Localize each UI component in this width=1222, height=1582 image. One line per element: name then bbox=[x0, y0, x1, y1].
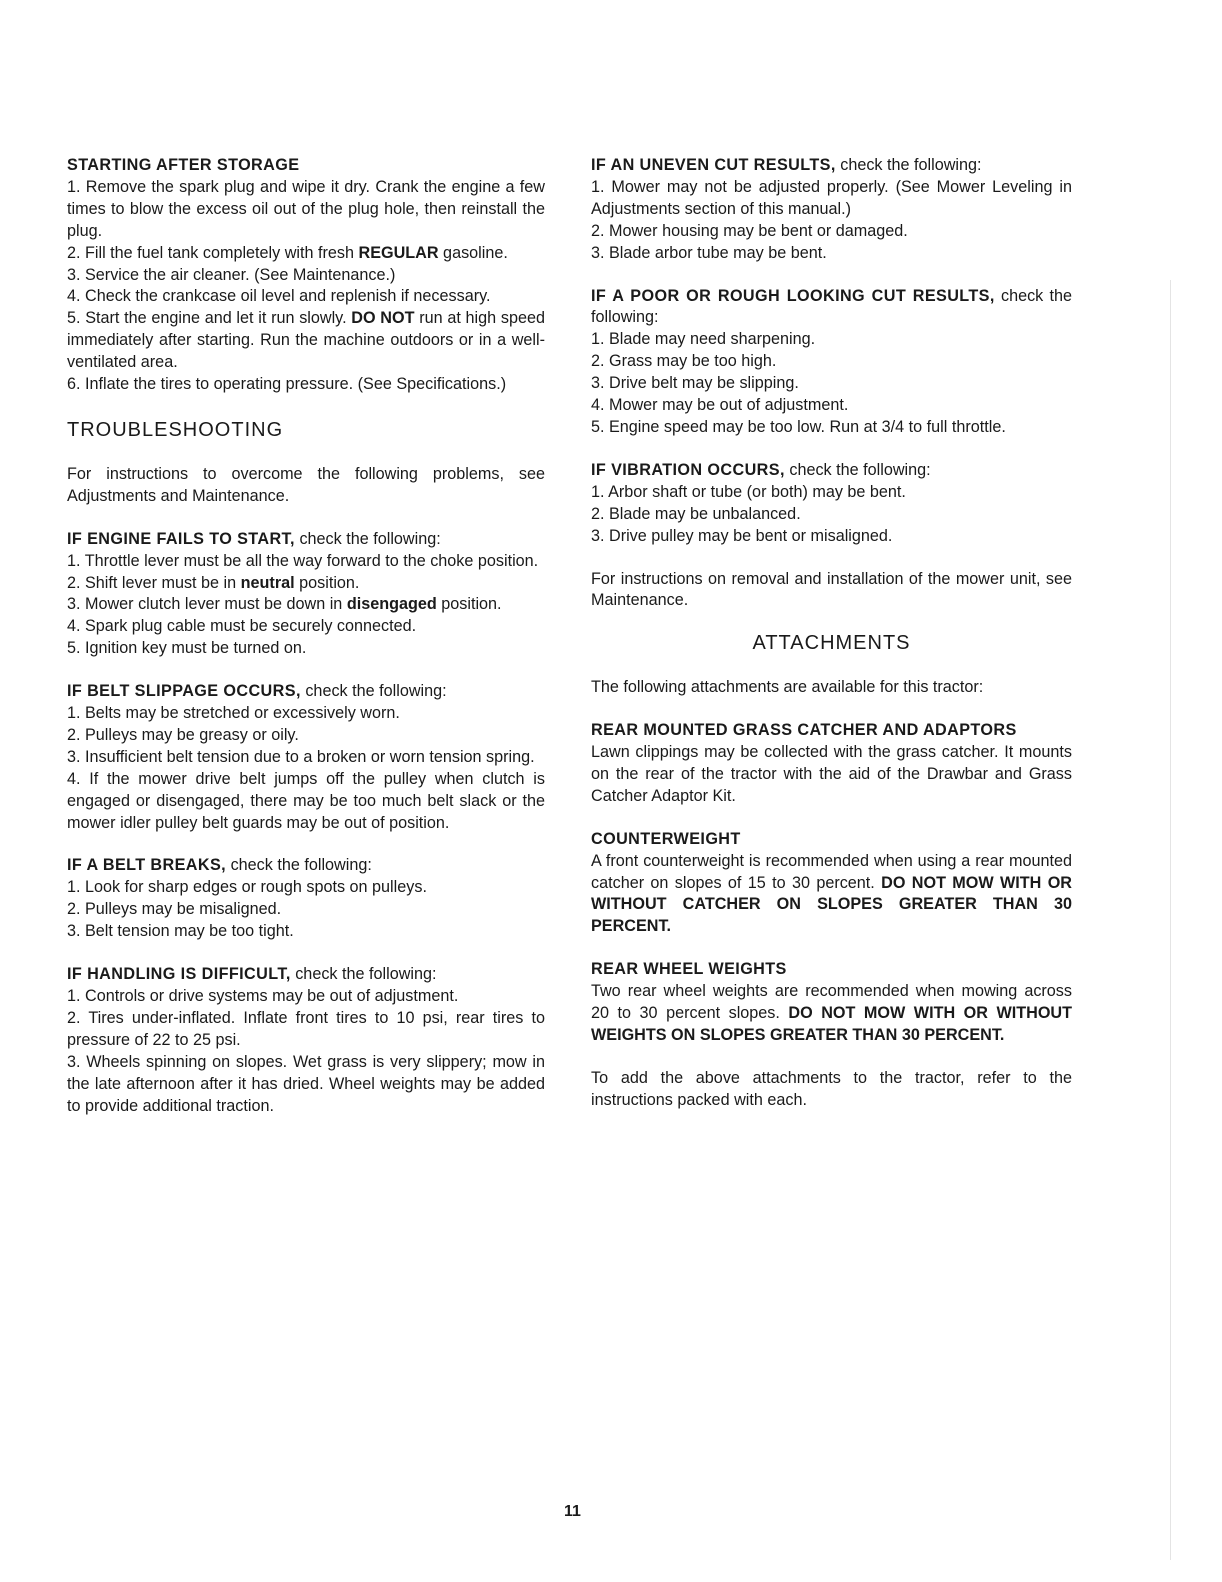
engine-item-4: 4. Spark plug cable must be securely connected. bbox=[67, 617, 417, 636]
rough-cut-heading-line: IF A POOR OR ROUGH LOOKING CUT RESULTS, check the following: bbox=[591, 286, 1072, 327]
section-uneven-cut bbox=[591, 155, 1072, 265]
section-belt-slippage bbox=[67, 681, 545, 834]
engine-item-3: 3. Mower clutch lever must be down in disengaged position. bbox=[67, 595, 502, 614]
handling-item-2: 2. Tires under-inflated. Inflate front tires to 10 psi, rear tires to pressure of 22 to 25 psi. bbox=[67, 1008, 545, 1049]
belt-slippage-item-2: 2. Pulleys may be greasy or oily. bbox=[67, 725, 299, 744]
rough-cut-item-3: 3. Drive belt may be slipping. bbox=[591, 374, 799, 393]
heading-belt-breaks: IF A BELT BREAKS, bbox=[67, 856, 227, 875]
storage-step-2: 2. Fill the fuel tank completely with fresh REGULAR gasoline. bbox=[67, 243, 508, 262]
storage-step-5: 5. Start the engine and let it run slowly. DO NOT run at high speed immediately after starting. Run the machine outdoors or in a well-ventilated area. bbox=[67, 309, 545, 372]
attachments-intro bbox=[591, 677, 1072, 699]
engine-item-5: 5. Ignition key must be turned on. bbox=[67, 639, 307, 658]
storage-step-4: 4. Check the crankcase oil level and replenish if necessary. bbox=[67, 287, 491, 306]
section-rough-cut bbox=[591, 286, 1072, 439]
heading-attachments: ATTACHMENTS bbox=[752, 632, 911, 655]
heading-engine-fails: IF ENGINE FAILS TO START, bbox=[67, 529, 295, 548]
page-number: 11 bbox=[564, 1503, 581, 1520]
engine-item-1: 1. Throttle lever must be all the way forward to the choke position. bbox=[67, 551, 539, 570]
section-rear-wheel-weights bbox=[591, 959, 1072, 1047]
engine-item-2: 2. Shift lever must be in neutral position. bbox=[67, 573, 360, 592]
closing-note-text: To add the above attachments to the tractor, refer to the instructions packed with each. bbox=[591, 1068, 1072, 1109]
belt-slippage-heading-line: IF BELT SLIPPAGE OCCURS, check the following: bbox=[67, 682, 447, 701]
belt-slippage-item-4: 4. If the mower drive belt jumps off the pulley when clutch is engaged or disengaged, there may be too much belt slack or the mower idler pulley belt guards may be out of position. bbox=[67, 769, 545, 832]
heading-uneven-cut: IF AN UNEVEN CUT RESULTS, bbox=[591, 156, 836, 174]
left-column bbox=[67, 155, 545, 1138]
belt-breaks-item-3: 3. Belt tension may be too tight. bbox=[67, 922, 294, 941]
uneven-cut-heading-line: IF AN UNEVEN CUT RESULTS, check the following: bbox=[591, 156, 982, 174]
section-grass-catcher bbox=[591, 720, 1072, 808]
scan-edge-line bbox=[1170, 280, 1171, 1560]
storage-step-1: 1. Remove the spark plug and wipe it dry. Crank the engine a few times to blow the excess oil out of the plug hole, then reinstall the plug. bbox=[67, 177, 545, 240]
counterweight-warning: DO NOT MOW WITH OR WITHOUT CATCHER ON SLOPES GREATER THAN 30 PERCENT. bbox=[591, 873, 1072, 936]
rough-cut-item-4: 4. Mower may be out of adjustment. bbox=[591, 396, 849, 415]
removal-note bbox=[591, 569, 1072, 613]
attachments-intro-text: The following attachments are available for this tractor: bbox=[591, 678, 984, 697]
section-handling-difficult bbox=[67, 964, 545, 1117]
belt-slippage-item-3: 3. Insufficient belt tension due to a broken or worn tension spring. bbox=[67, 747, 535, 766]
rough-cut-item-1: 1. Blade may need sharpening. bbox=[591, 330, 816, 349]
vibration-item-1: 1. Arbor shaft or tube (or both) may be bent. bbox=[591, 482, 906, 501]
section-starting-after-storage bbox=[67, 155, 545, 396]
heading-belt-slippage: IF BELT SLIPPAGE OCCURS, bbox=[67, 682, 301, 701]
section-counterweight bbox=[591, 829, 1072, 939]
section-engine-fails bbox=[67, 529, 545, 660]
troubleshooting-intro-text: For instructions to overcome the following problems, see Adjustments and Maintenance. bbox=[67, 464, 545, 505]
heading-vibration: IF VIBRATION OCCURS, bbox=[591, 460, 785, 479]
rough-cut-item-5: 5. Engine speed may be too low. Run at 3/4 to full throttle. bbox=[591, 417, 1006, 436]
vibration-heading-line: IF VIBRATION OCCURS, check the following: bbox=[591, 460, 931, 479]
grass-catcher-text: Lawn clippings may be collected with the grass catcher. It mounts on the rear of the tractor with the aid of the Drawbar and Grass Catcher Adaptor Kit. bbox=[591, 743, 1072, 805]
right-column bbox=[591, 155, 1072, 1133]
vibration-item-3: 3. Drive pulley may be bent or misaligned. bbox=[591, 526, 893, 545]
storage-step-3: 3. Service the air cleaner. (See Maintenance.) bbox=[67, 265, 396, 284]
troubleshooting-intro bbox=[67, 464, 545, 508]
uneven-cut-item-1: 1. Mower may not be adjusted properly. (See Mower Leveling in Adjustments section of this manual.) bbox=[591, 177, 1072, 218]
belt-breaks-heading-line: IF A BELT BREAKS, check the following: bbox=[67, 856, 372, 875]
rough-cut-item-2: 2. Grass may be too high. bbox=[591, 352, 777, 371]
uneven-cut-item-3: 3. Blade arbor tube may be bent. bbox=[591, 243, 827, 262]
belt-breaks-item-2: 2. Pulleys may be misaligned. bbox=[67, 900, 282, 919]
heading-grass-catcher: REAR MOUNTED GRASS CATCHER AND ADAPTORS bbox=[591, 721, 1017, 740]
storage-step-6: 6. Inflate the tires to operating pressure. (See Specifications.) bbox=[67, 375, 507, 394]
section-vibration bbox=[591, 460, 1072, 548]
removal-note-text: For instructions on removal and installation of the mower unit, see Maintenance. bbox=[591, 569, 1072, 610]
section-belt-breaks bbox=[67, 855, 545, 943]
heading-handling-difficult: IF HANDLING IS DIFFICULT, bbox=[67, 965, 291, 984]
vibration-item-2: 2. Blade may be unbalanced. bbox=[591, 504, 801, 523]
rear-wheel-weights-warning: DO NOT MOW WITH OR WITHOUT WEIGHTS ON SLOPES GREATER THAN 30 PERCENT. bbox=[591, 1004, 1073, 1044]
uneven-cut-item-2: 2. Mower housing may be bent or damaged. bbox=[591, 221, 908, 240]
closing-note bbox=[591, 1068, 1072, 1112]
heading-counterweight: COUNTERWEIGHT bbox=[591, 829, 741, 848]
heading-starting-after-storage: STARTING AFTER STORAGE bbox=[67, 156, 300, 174]
handling-heading-line: IF HANDLING IS DIFFICULT, check the following: bbox=[67, 965, 437, 984]
rear-wheel-weights-text: Two rear wheel weights are recommended when mowing across 20 to 30 percent slopes. DO NOT MOW WITH OR WITHOUT WEIGHTS ON SLOPES GREATER THAN 30 PERCENT. bbox=[591, 982, 1073, 1044]
belt-breaks-item-1: 1. Look for sharp edges or rough spots on pulleys. bbox=[67, 878, 427, 897]
counterweight-text: A front counterweight is recommended when using a rear mounted catcher on slopes of 15 to 30 percent. DO NOT MOW WITH OR WITHOUT CATCHER ON SLOPES GREATER THAN 30 PERCENT. bbox=[591, 851, 1072, 936]
heading-troubleshooting: TROUBLESHOOTING bbox=[67, 418, 284, 441]
belt-slippage-item-1: 1. Belts may be stretched or excessively worn. bbox=[67, 704, 400, 723]
heading-rear-wheel-weights: REAR WHEEL WEIGHTS bbox=[591, 960, 787, 979]
heading-rough-cut: IF A POOR OR ROUGH LOOKING CUT RESULTS, bbox=[591, 286, 995, 305]
engine-fails-heading-line: IF ENGINE FAILS TO START, check the following: bbox=[67, 529, 441, 548]
handling-item-3: 3. Wheels spinning on slopes. Wet grass is very slippery; mow in the late afternoon after it has dried. Wheel weights may be added to provide additional traction. bbox=[67, 1052, 545, 1115]
handling-item-1: 1. Controls or drive systems may be out of adjustment. bbox=[67, 987, 459, 1005]
